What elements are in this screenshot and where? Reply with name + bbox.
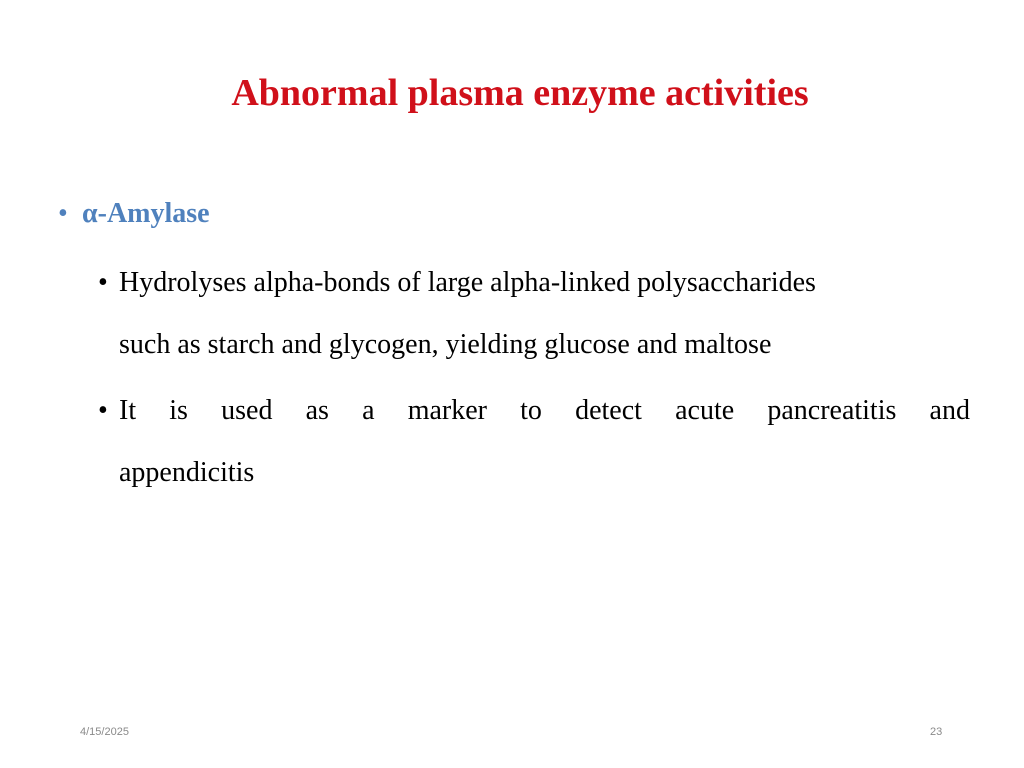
footer-date: 4/15/2025 [80, 726, 129, 738]
bullet-icon: • [98, 267, 108, 298]
bullet-line: appendicitis [119, 457, 255, 488]
footer-page-number: 23 [930, 726, 943, 738]
bullet-icon: • [98, 395, 108, 426]
slide-title: Abnormal plasma enzyme activities [231, 72, 809, 114]
bullet-icon: • [58, 198, 68, 229]
bullet-line: such as starch and glycogen, yielding glucose and maltose [119, 329, 772, 360]
bullet-text [119, 380, 970, 504]
heading-bullet [58, 194, 210, 234]
bullet-line: Hydrolyses alpha-bonds of large alpha-linked polysaccharides [119, 267, 816, 298]
bullet-text [119, 252, 970, 376]
bullet-line: It is used as a marker to detect acute pancreatitis and [119, 395, 970, 426]
sub-bullet-hydrolysis [98, 252, 970, 376]
heading-text: α-Amylase [82, 198, 210, 229]
sub-bullet-marker [98, 380, 970, 504]
